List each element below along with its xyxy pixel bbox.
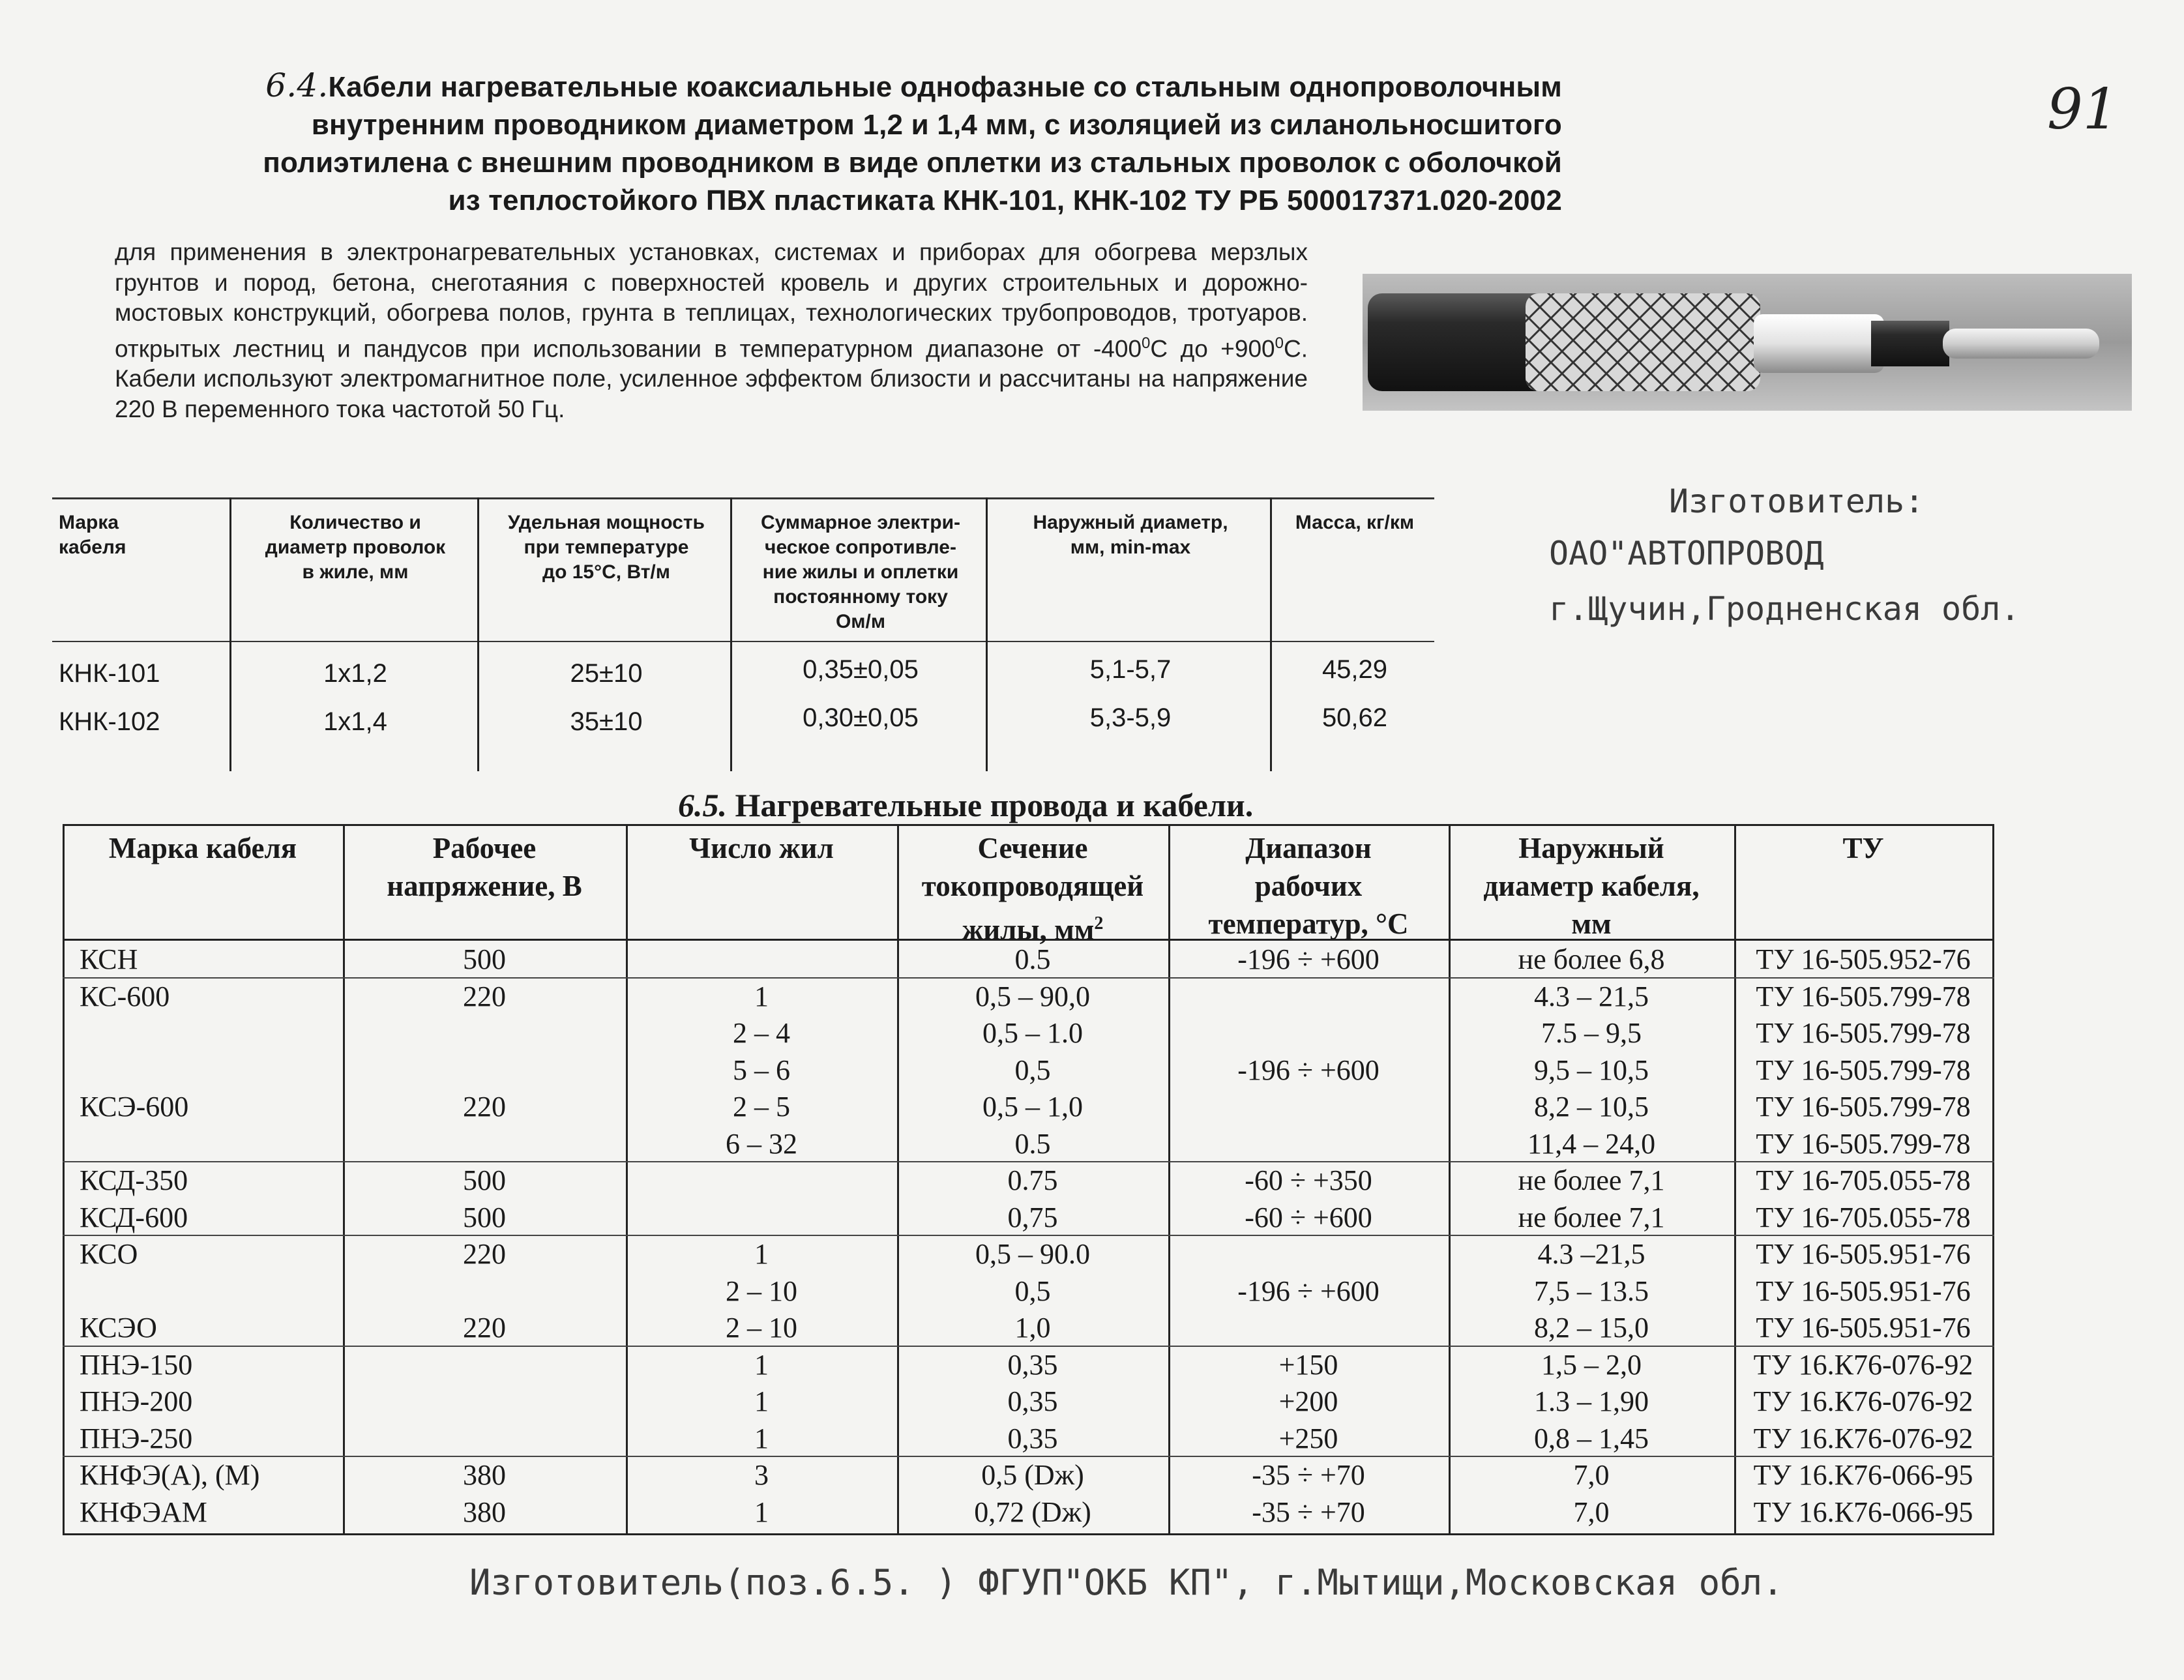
- table-6-5-cell: 0,5 – 90.0: [975, 1238, 1090, 1270]
- table-6-5-cell: 2 – 10: [726, 1275, 797, 1307]
- table-6-5-header-cell: [901, 829, 1164, 949]
- section-6-4-title: [63, 66, 1562, 220]
- table-6-5-cell: -196 ÷ +600: [1237, 943, 1380, 975]
- manufacturer-2: Изготовитель(поз.6.5. ) ФГУП"ОКБ КП", г.Мытищи,Московская обл.: [469, 1562, 1784, 1603]
- table-6-5-header-line: [901, 829, 1164, 867]
- table-6-4-cell: 25±10: [570, 659, 643, 688]
- table-6-5-header-line: [1453, 905, 1730, 943]
- table-6-5-cell: 220: [463, 1091, 506, 1123]
- table-6-5-cell: 0,35: [1007, 1385, 1058, 1417]
- table-6-5-cell: 220: [463, 980, 506, 1012]
- table-6-5-cell: КСН: [80, 943, 138, 975]
- table-6-5-cell: 0,5 – 1,0: [982, 1091, 1083, 1123]
- table-6-5-cell: 1: [754, 1496, 769, 1528]
- table-6-5-cell: ТУ 16.К76-076-92: [1753, 1385, 1973, 1417]
- table-6-5-header-text: жилы, мм: [962, 913, 1095, 946]
- table-6-5-cell: 1: [754, 1348, 769, 1381]
- table-6-4-cell: 0,35±0,05: [803, 655, 919, 684]
- table-6-5-cell: 0.5: [1014, 1127, 1051, 1160]
- table-6-5-cell: КСЭО: [80, 1312, 157, 1344]
- table-6-4-cell: 45,29: [1321, 655, 1388, 684]
- table-6-4-cell: 35±10: [570, 707, 643, 736]
- table-6-5-cell: 1: [754, 1385, 769, 1417]
- table-6-5-header-text: рабочих: [1254, 870, 1363, 902]
- table-6-5-cell: 500: [463, 1164, 506, 1196]
- table-6-5-header-cell: [630, 829, 893, 867]
- table-6-5-cell: КСД-350: [80, 1164, 188, 1196]
- table-6-5-cell: КС-600: [80, 980, 170, 1012]
- table-6-5-col-divider: [343, 824, 345, 1533]
- table-6-5-col-divider: [1734, 824, 1736, 1533]
- table-6-5-header-text: напряжение, В: [387, 870, 582, 902]
- table-6-5-header-text: Сечение: [977, 832, 1088, 864]
- table-6-5-col-divider: [1992, 824, 1994, 1533]
- table-6-5-top-rule: [63, 824, 1994, 826]
- cable-inner-conductor: [1943, 329, 2099, 359]
- table-6-4-cell: КНК-101: [59, 659, 160, 688]
- table-6-5-cell: 500: [463, 1201, 506, 1233]
- table-6-5-cell: 0,5 – 1.0: [982, 1017, 1083, 1049]
- table-6-5-header-text: диаметр кабеля,: [1483, 870, 1700, 902]
- manufacturer-1-company: ОАО"АВТОПРОВОД: [1549, 535, 1824, 572]
- table-6-5-cell: 3: [754, 1459, 769, 1491]
- table-6-4-cell: 5,3-5,9: [1089, 703, 1172, 732]
- table-6-5-cell: +150: [1278, 1348, 1338, 1381]
- table-6-5-cell: 1: [754, 980, 769, 1012]
- table-6-4-col-divider: [730, 497, 732, 771]
- table-6-5-cell: КНФЭАМ: [80, 1496, 207, 1528]
- table-6-5-header-text: токопроводящей: [921, 870, 1144, 902]
- table-6-5-header-text: Диапазон: [1245, 832, 1372, 864]
- cable-braid: [1526, 293, 1760, 391]
- cable-insulation: [1754, 314, 1884, 373]
- table-6-5-cell: 2 – 10: [726, 1312, 797, 1344]
- table-6-5-cell: КСЭ-600: [80, 1091, 189, 1123]
- table-6-5-cell: не более 6,8: [1518, 943, 1665, 975]
- table-6-5-cell: 2 – 4: [733, 1017, 790, 1049]
- table-6-5-header-line: [347, 867, 622, 905]
- table-6-5-cell: ТУ 16.К76-076-92: [1753, 1348, 1973, 1381]
- table-6-5-cell: 0.75: [1007, 1164, 1058, 1196]
- table-6-5-header-line: [901, 867, 1164, 905]
- table-6-5-cell: ТУ 16.К76-066-95: [1753, 1459, 1973, 1491]
- table-6-5-cell: 380: [463, 1496, 506, 1528]
- table-6-5-header-line: [1172, 905, 1445, 943]
- section-6-4-description: для применения в электронагревательных установках, системах и приборах для обогрева мерзлых грунтов и пород, бетона, снеготаяния с поверхностей кровель и других строительных и дорожно-мостовых конструкций, обогрева полов, грунта в теплицах, технологических трубопроводов, тротуаров. открытых лестниц и пандусов при использовании в температурном диапазоне от $-400^0С$ до $+900^0С$. Кабели используют электромагнитное поле, усиленное эффектом близости и рассчитаны на напряжение 220 В переменного тока частотой 50 Гц.: [115, 239, 1308, 422]
- table-6-5-cell: 380: [463, 1459, 506, 1491]
- table-6-5-col-divider: [626, 824, 628, 1533]
- table-6-5-bottom-rule: [63, 1533, 1994, 1535]
- table-6-4-header-brand: Марка кабеля: [59, 512, 126, 558]
- table-6-5-cell: ТУ 16-505.799-78: [1756, 1017, 1971, 1049]
- table-6-4-header-rule: [52, 641, 1434, 642]
- table-6-5-cell: 0,5: [1014, 1275, 1051, 1307]
- table-6-5-header-text: Наружный: [1518, 832, 1664, 864]
- table-6-5-cell: +200: [1278, 1385, 1338, 1417]
- table-6-5-cell: ТУ 16-505.952-76: [1756, 943, 1971, 975]
- table-6-5-header-text: Число жил: [689, 832, 834, 864]
- table-6-4-cell: 0,30±0,05: [803, 703, 919, 732]
- section-6-4-title-line-3: полиэтилена с внешним проводником в виде оплетки из стальных проволок с оболочкой: [263, 147, 1562, 179]
- table-6-5-cell: 0,35: [1007, 1348, 1058, 1381]
- table-6-5-cell: ТУ 16-505.799-78: [1756, 1054, 1971, 1086]
- table-6-5-cell: КСД-600: [80, 1201, 188, 1233]
- table-6-5-cell: 4.3 – 21,5: [1534, 980, 1649, 1012]
- table-6-5-cell: 7.5 – 9,5: [1541, 1017, 1642, 1049]
- table-6-5-col-divider: [63, 824, 65, 1533]
- table-6-4-header-resistance: Суммарное электри- ческое сопротивле- ние жилы и оплетки постоянному току Ом/м: [760, 512, 961, 632]
- table-6-5-cell: -35 ÷ +70: [1252, 1496, 1365, 1528]
- table-6-5-cell: ПНЭ-150: [80, 1348, 193, 1381]
- page-number: 91: [2047, 77, 2119, 142]
- table-6-5-cell: ТУ 16-505.799-78: [1756, 1127, 1971, 1160]
- table-6-5-header-line: [1172, 829, 1445, 867]
- table-6-5-header-cell: [1453, 829, 1730, 943]
- table-6-5-cell: 0,35: [1007, 1422, 1058, 1454]
- table-6-5-header-cell: [1172, 829, 1445, 943]
- table-6-5-cell: КСО: [80, 1238, 138, 1270]
- table-6-5-cell: -60 ÷ +350: [1245, 1164, 1372, 1196]
- table-6-5-cell: 0,75: [1007, 1201, 1058, 1233]
- table-6-5-cell: 1: [754, 1422, 769, 1454]
- table-6-5-header-text: температур, °С: [1208, 907, 1409, 940]
- table-6-5-header-cell: [66, 829, 339, 867]
- table-6-5-header-line: [347, 829, 622, 867]
- table-6-5-cell: 0,5 (Dж): [981, 1459, 1084, 1491]
- table-6-5-cell: 6 – 32: [726, 1127, 797, 1160]
- table-6-5-col-divider: [897, 824, 899, 1533]
- table-6-4-cell: 1х1,4: [323, 707, 387, 736]
- table-6-5-header-text: Марка кабеля: [108, 832, 297, 864]
- table-6-5-cell: ТУ 16.К76-076-92: [1753, 1422, 1973, 1454]
- table-6-5-cell: 8,2 – 10,5: [1534, 1091, 1649, 1123]
- table-6-5-cell: 1,0: [1014, 1312, 1051, 1344]
- section-6-4-number: 6.4.: [265, 66, 329, 104]
- table-6-5-header-cell: [1738, 829, 1988, 867]
- section-6-5-number: 6.5.: [678, 787, 727, 823]
- table-6-5-cell: КНФЭ(А), (М): [80, 1459, 260, 1491]
- table-6-5-cell: 5 – 6: [733, 1054, 790, 1086]
- table-6-5-cell: 0,5: [1014, 1054, 1051, 1086]
- table-6-5-header-line: [630, 829, 893, 867]
- section-6-4-title-line-4: из теплостойкого ПВХ пластиката КНК-101, КНК-102 ТУ РБ 500017371.020-2002: [448, 184, 1562, 216]
- table-6-5-cell: 0,72 (Dж): [974, 1496, 1091, 1528]
- table-6-4-cell: КНК-102: [59, 707, 160, 736]
- table-6-4-top-rule: [52, 497, 1434, 499]
- table-6-5-cell: 500: [463, 943, 506, 975]
- table-6-5-cell: 7,0: [1573, 1496, 1610, 1528]
- table-6-4-col-divider: [1270, 497, 1272, 771]
- table-6-4-header-power: Удельная мощность при температуре до 15°С, Вт/м: [508, 512, 705, 583]
- cable-jacket: [1368, 293, 1550, 391]
- manufacturer-1-city: г.Щучин,Гродненская обл.: [1549, 590, 2020, 628]
- manufacturer-1-label: Изготовитель:: [1669, 482, 1925, 520]
- table-6-5-cell: ТУ 16-505.799-78: [1756, 980, 1971, 1012]
- table-6-5-cell: ТУ 16-505.799-78: [1756, 1091, 1971, 1123]
- table-6-5-col-divider: [1449, 824, 1451, 1533]
- section-6-4-title-line-2: внутренним проводником диаметром 1,2 и 1,4 мм, с изоляцией из силанольносшитого: [311, 109, 1562, 141]
- table-6-5-cell: 0,8 – 1,45: [1534, 1422, 1649, 1454]
- table-6-5-cell: 7,0: [1573, 1459, 1610, 1491]
- table-6-5-cell: ТУ 16.К76-066-95: [1753, 1496, 1973, 1528]
- cable-inner-layer: [1871, 321, 1949, 366]
- table-6-5-cell: 1.3 – 1,90: [1534, 1385, 1649, 1417]
- table-6-5-header-line: [1738, 829, 1988, 867]
- table-6-5-cell: ТУ 16-705.055-78: [1756, 1201, 1971, 1233]
- table-6-5-header-text: Рабочее: [432, 832, 537, 864]
- table-6-5-col-divider: [1168, 824, 1170, 1533]
- table-6-5-cell: ПНЭ-250: [80, 1422, 193, 1454]
- table-6-5-cell: +250: [1278, 1422, 1338, 1454]
- table-6-4-col-divider: [986, 497, 988, 771]
- table-6-5-header-line: [1172, 867, 1445, 905]
- table-6-5-cell: ТУ 16-705.055-78: [1756, 1164, 1971, 1196]
- table-6-4-cell: 1х1,2: [323, 659, 387, 688]
- table-6-5-header-text: ТУ: [1842, 832, 1884, 864]
- table-6-4-col-divider: [229, 497, 231, 771]
- table-6-5-cell: ПНЭ-200: [80, 1385, 193, 1417]
- table-6-5-header-line: [66, 829, 339, 867]
- table-6-5-cell: 220: [463, 1238, 506, 1270]
- table-6-5-cell: -35 ÷ +70: [1252, 1459, 1365, 1491]
- table-6-4: [52, 497, 1434, 778]
- table-6-5-cell: 1: [754, 1238, 769, 1270]
- table-6-5-cell: 2 – 5: [733, 1091, 790, 1123]
- table-6-5-cell: 8,2 – 15,0: [1534, 1312, 1649, 1344]
- table-6-4-cell: 50,62: [1321, 703, 1388, 732]
- table-6-5-cell: 4.3 –21,5: [1537, 1238, 1645, 1270]
- table-6-5-header-superscript: 2: [1094, 913, 1104, 934]
- table-6-5: [63, 824, 1992, 1554]
- table-6-5-cell: -60 ÷ +600: [1245, 1201, 1372, 1233]
- table-6-5-header-line: [1453, 829, 1730, 867]
- table-6-4-col-divider: [477, 497, 479, 771]
- table-6-4-header-diameter: Наружный диаметр, мм, min-max: [1033, 512, 1228, 558]
- table-6-5-cell: 1,5 – 2,0: [1541, 1348, 1642, 1381]
- table-6-5-header-cell: [347, 829, 622, 905]
- table-6-5-cell: не более 7,1: [1518, 1201, 1665, 1233]
- table-6-5-cell: 9,5 – 10,5: [1534, 1054, 1649, 1086]
- table-6-5-cell: 0,5 – 90,0: [975, 980, 1090, 1012]
- table-6-4-cell: 5,1-5,7: [1089, 655, 1172, 684]
- cable-photo: [1363, 274, 2132, 411]
- table-6-4-header-mass: Масса, кг/км: [1295, 512, 1415, 533]
- table-6-4-header-wires: Количество и диаметр проволок в жиле, мм: [265, 512, 446, 583]
- table-6-5-cell: ТУ 16-505.951-76: [1756, 1238, 1971, 1270]
- table-6-5-cell: 7,5 – 13.5: [1534, 1275, 1649, 1307]
- table-6-5-header-line: [1453, 867, 1730, 905]
- table-6-5-header-text: мм: [1571, 907, 1612, 940]
- table-6-5-cell: -196 ÷ +600: [1237, 1054, 1380, 1086]
- section-6-4-title-line-1: 6.4.Кабели нагревательные коаксиальные однофазные со стальным однопроволочным: [265, 66, 1562, 104]
- table-6-5-cell: не более 7,1: [1518, 1164, 1665, 1196]
- table-6-5-cell: 11,4 – 24,0: [1527, 1127, 1656, 1160]
- table-6-5-cell: -196 ÷ +600: [1237, 1275, 1380, 1307]
- section-6-5-title: 6.5. Нагревательные провода и кабели.: [678, 787, 1254, 823]
- table-6-5-cell: 0.5: [1014, 943, 1051, 975]
- table-6-5-cell: ТУ 16-505.951-76: [1756, 1312, 1971, 1344]
- table-6-5-cell: ТУ 16-505.951-76: [1756, 1275, 1971, 1307]
- table-6-5-cell: 220: [463, 1312, 506, 1344]
